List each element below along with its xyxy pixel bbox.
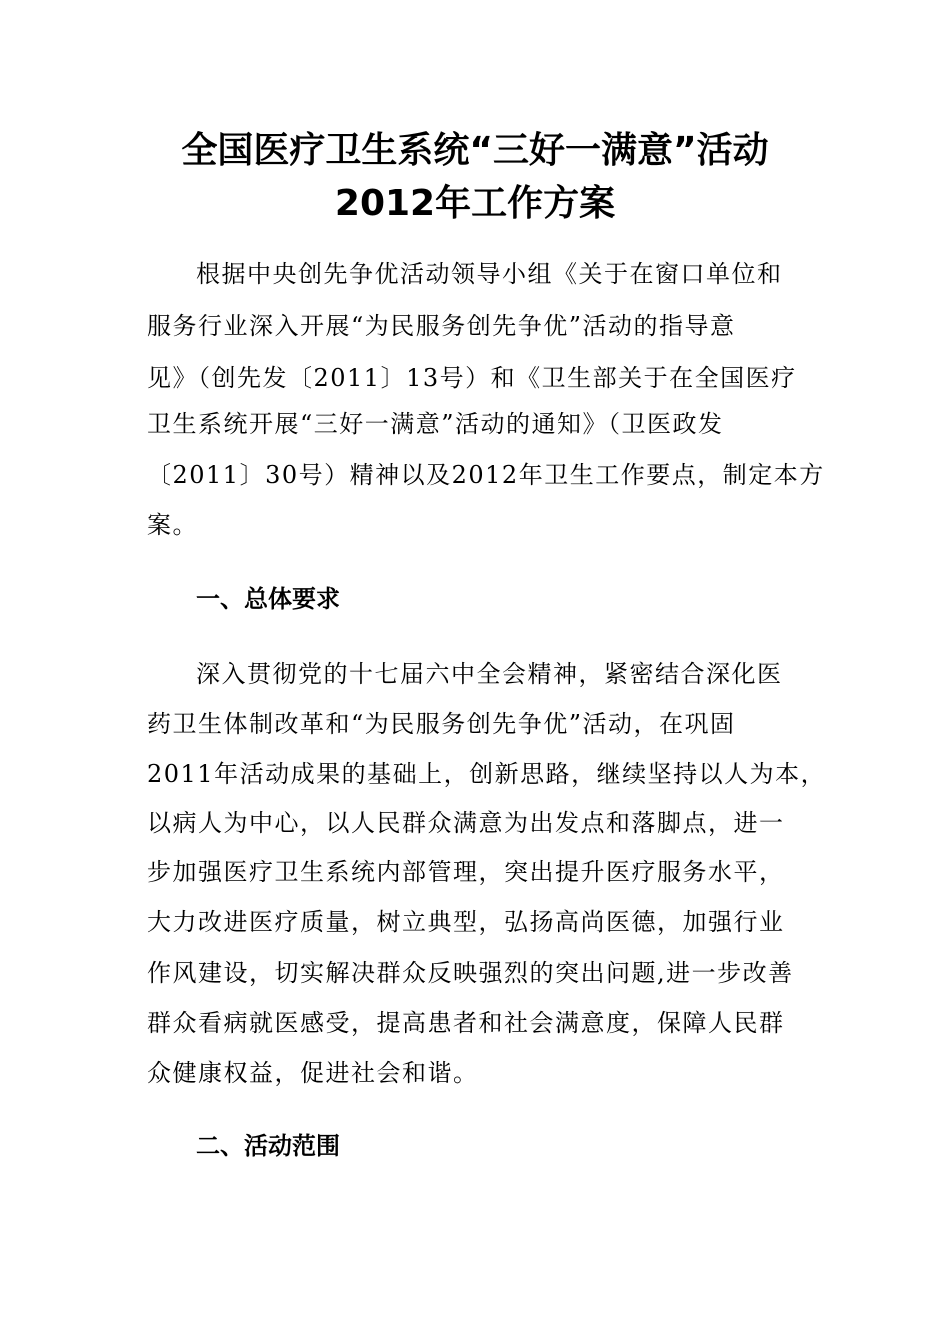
section-heading-1: 一、总体要求	[196, 585, 340, 613]
intro-line: 服务行业深入开展“为民服务创先争优”活动的指导意	[147, 312, 736, 340]
section1-line: 药卫生体制改革和“为民服务创先争优”活动，在巩固	[147, 710, 736, 738]
intro-line: 案。	[147, 511, 198, 539]
section1-line: 群众看病就医感受，提高患者和社会满意度，保障人民群	[147, 1009, 785, 1037]
intro-line: 见》（创先发〔2011〕13号）和《卫生部关于在全国医疗	[147, 364, 797, 392]
document-title-line-2: 2012年工作方案	[334, 183, 616, 224]
section-heading-2: 二、活动范围	[196, 1132, 340, 1160]
section1-line: 作风建设，切实解决群众反映强烈的突出问题,进一步改善	[147, 959, 794, 987]
section1-line: 2011年活动成果的基础上，创新思路，继续坚持以人为本，	[147, 760, 827, 788]
document-title-line-1: 全国医疗卫生系统“三好一满意”活动	[181, 130, 769, 171]
section1-line: 众健康权益，促进社会和谐。	[147, 1059, 479, 1087]
intro-line: 卫生系统开展“三好一满意”活动的通知》（卫医政发	[147, 410, 724, 438]
intro-line: 根据中央创先争优活动领导小组《关于在窗口单位和	[196, 260, 783, 288]
section1-line: 以病人为中心，以人民群众满意为出发点和落脚点，进一	[147, 809, 785, 837]
section1-line: 步加强医疗卫生系统内部管理，突出提升医疗服务水平，	[147, 858, 785, 886]
section1-line: 大力改进医疗质量，树立典型，弘扬高尚医德，加强行业	[147, 908, 785, 936]
intro-line: 〔2011〕30号）精神以及2012年卫生工作要点，制定本方	[147, 461, 825, 489]
section1-line: 深入贯彻党的十七届六中全会精神，紧密结合深化医	[196, 660, 783, 688]
